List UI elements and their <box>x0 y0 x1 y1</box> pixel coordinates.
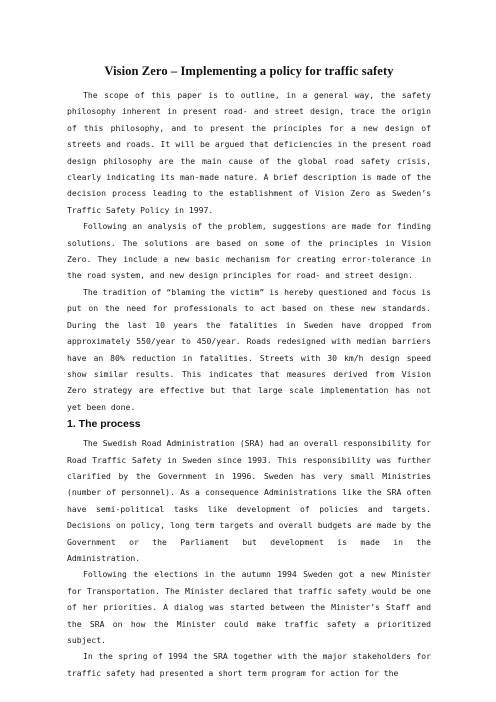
section-paragraph-3: In the spring of 1994 the SRA together with the major stakeholders for traffic safety had presented a short term program for action for the <box>67 651 431 678</box>
intro-paragraph-1: The scope of this paper is to outline, in a general way, the safety philosophy inherent in present road- and street design, trace the origin of this philosophy, and to present the principles for a new design of streets and roads. It will be argued that deficiencies in the present road design philosophy are the main cause of the global road safety crisis, clearly indicating its man-made nature. A brief description is made of the decision process leading to the establishment of Vision Zero as Sweden’s Traffic Safety Policy in 1997. <box>67 90 431 215</box>
intro-paragraph-3: The tradition of “blaming the victim” is hereby questioned and focus is put on the need for professionals to act based on these new standards. During the last 10 years the fatalities in Sweden have dropped from approximately 550/year to 450/year. Roads redesigned with median barriers have an 80% reduction in fatalities. Streets with 30 km/h design speed show similar results. This indicates that measures derived from Vision Zero strategy are effective but that large scale implementation has not yet been done. <box>67 286 431 412</box>
document-title: Vision Zero – Implementing a policy for traffic safety <box>104 64 394 78</box>
section-paragraph-2: Following the elections in the autumn 1994 Sweden got a new Minister for Transportation. The Minister declared that traffic safety would be one of her priorities. A dialog was started between the Minister’s Staff and the SRA on how the Minister could make traffic safety a prioritized subject. <box>67 569 431 645</box>
section-paragraph-1: The Swedish Road Administration (SRA) had an overall responsibility for Road Traffic Safety in Sweden since 1993. This responsibility was further clarified by the Government in 1996. Sweden has very small Ministries (number of personnel). As a consequence Administrations like the SRA often have semi-political tasks like development of policies and targets. Decisions on policy, long term targets and overall budgets are made by the Government or the Parliament but development is made in the Administration. <box>67 438 431 563</box>
section-heading-process: 1. The process <box>67 418 141 431</box>
document-body <box>67 64 431 681</box>
intro-paragraph-2: Following an analysis of the problem, suggestions are made for finding solutions. The solutions are based on some of the principles in Vision Zero. They include a new basic mechanism for creating error-tolerance in the road system, and new design principles for road- and street design. <box>67 221 431 281</box>
